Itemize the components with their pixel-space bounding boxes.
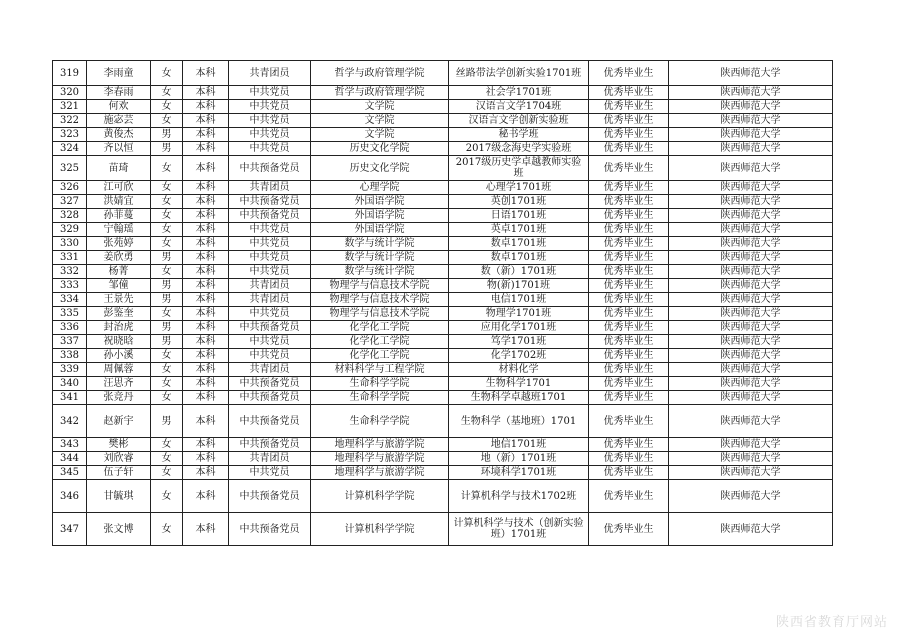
table-row — [53, 128, 833, 142]
political-status-cell: 中共预备党员 — [229, 321, 311, 335]
row-number-cell: 338 — [53, 349, 87, 363]
student-name-cell: 孙小溪 — [87, 349, 151, 363]
student-name-cell: 邹僮 — [87, 279, 151, 293]
political-status-cell: 共青团员 — [229, 452, 311, 466]
table-row — [53, 377, 833, 391]
class-name-cell: 物(新)1701班 — [449, 279, 589, 293]
table-row — [53, 223, 833, 237]
gender-cell: 女 — [151, 377, 183, 391]
class-name-cell: 2017级念海史学实验班 — [449, 142, 589, 156]
class-name-cell: 化学1702班 — [449, 349, 589, 363]
political-status-cell: 共青团员 — [229, 61, 311, 86]
honor-title-cell: 优秀毕业生 — [589, 405, 669, 438]
row-number-cell: 335 — [53, 307, 87, 321]
honor-title-cell: 优秀毕业生 — [589, 209, 669, 223]
degree-level-cell: 本科 — [183, 377, 229, 391]
political-status-cell: 中共党员 — [229, 237, 311, 251]
table-row — [53, 480, 833, 513]
class-name-cell: 电信1701班 — [449, 293, 589, 307]
student-name-cell: 赵新宇 — [87, 405, 151, 438]
university-cell: 陕西师范大学 — [669, 237, 833, 251]
university-cell: 陕西师范大学 — [669, 349, 833, 363]
row-number-cell: 340 — [53, 377, 87, 391]
class-name-cell: 应用化学1701班 — [449, 321, 589, 335]
row-number-cell: 343 — [53, 438, 87, 452]
class-name-cell: 材料化学 — [449, 363, 589, 377]
degree-level-cell: 本科 — [183, 321, 229, 335]
honor-title-cell: 优秀毕业生 — [589, 237, 669, 251]
university-cell: 陕西师范大学 — [669, 513, 833, 546]
college-cell: 计算机科学学院 — [311, 513, 449, 546]
row-number-cell: 346 — [53, 480, 87, 513]
honor-title-cell: 优秀毕业生 — [589, 61, 669, 86]
class-name-cell: 物理学1701班 — [449, 307, 589, 321]
class-name-cell: 日语1701班 — [449, 209, 589, 223]
degree-level-cell: 本科 — [183, 513, 229, 546]
university-cell: 陕西师范大学 — [669, 251, 833, 265]
class-name-cell: 心理学1701班 — [449, 181, 589, 195]
table-row — [53, 363, 833, 377]
honor-title-cell: 优秀毕业生 — [589, 279, 669, 293]
table-row — [53, 209, 833, 223]
student-name-cell: 张竞丹 — [87, 391, 151, 405]
political-status-cell: 中共预备党员 — [229, 195, 311, 209]
degree-level-cell: 本科 — [183, 114, 229, 128]
gender-cell: 女 — [151, 513, 183, 546]
college-cell: 文学院 — [311, 128, 449, 142]
honor-title-cell: 优秀毕业生 — [589, 100, 669, 114]
table-row — [53, 100, 833, 114]
table-row — [53, 438, 833, 452]
university-cell: 陕西师范大学 — [669, 114, 833, 128]
student-name-cell: 汪思齐 — [87, 377, 151, 391]
university-cell: 陕西师范大学 — [669, 195, 833, 209]
political-status-cell: 中共党员 — [229, 265, 311, 279]
political-status-cell: 中共党员 — [229, 142, 311, 156]
political-status-cell: 中共预备党员 — [229, 209, 311, 223]
college-cell: 生命科学学院 — [311, 391, 449, 405]
degree-level-cell: 本科 — [183, 156, 229, 181]
university-cell: 陕西师范大学 — [669, 335, 833, 349]
gender-cell: 女 — [151, 466, 183, 480]
row-number-cell: 322 — [53, 114, 87, 128]
gender-cell: 女 — [151, 265, 183, 279]
row-number-cell: 333 — [53, 279, 87, 293]
honor-title-cell: 优秀毕业生 — [589, 156, 669, 181]
student-name-cell: 宁翰瑶 — [87, 223, 151, 237]
honor-title-cell: 优秀毕业生 — [589, 142, 669, 156]
degree-level-cell: 本科 — [183, 293, 229, 307]
political-status-cell: 中共预备党员 — [229, 513, 311, 546]
row-number-cell: 344 — [53, 452, 87, 466]
row-number-cell: 327 — [53, 195, 87, 209]
college-cell: 历史文化学院 — [311, 142, 449, 156]
gender-cell: 男 — [151, 279, 183, 293]
college-cell: 外国语学院 — [311, 223, 449, 237]
college-cell: 文学院 — [311, 114, 449, 128]
class-name-cell: 环境科学1701班 — [449, 466, 589, 480]
honor-title-cell: 优秀毕业生 — [589, 480, 669, 513]
table-row — [53, 452, 833, 466]
student-name-cell: 苗琦 — [87, 156, 151, 181]
row-number-cell: 331 — [53, 251, 87, 265]
university-cell: 陕西师范大学 — [669, 86, 833, 100]
row-number-cell: 339 — [53, 363, 87, 377]
university-cell: 陕西师范大学 — [669, 405, 833, 438]
table-row — [53, 156, 833, 181]
gender-cell: 女 — [151, 307, 183, 321]
table-row — [53, 307, 833, 321]
gender-cell: 男 — [151, 293, 183, 307]
student-name-cell: 杨菁 — [87, 265, 151, 279]
political-status-cell: 中共党员 — [229, 251, 311, 265]
college-cell: 数学与统计学院 — [311, 265, 449, 279]
political-status-cell: 中共党员 — [229, 128, 311, 142]
political-status-cell: 中共党员 — [229, 100, 311, 114]
degree-level-cell: 本科 — [183, 349, 229, 363]
student-name-cell: 洪婧宜 — [87, 195, 151, 209]
college-cell: 物理学与信息技术学院 — [311, 279, 449, 293]
degree-level-cell: 本科 — [183, 405, 229, 438]
gender-cell: 女 — [151, 61, 183, 86]
university-cell: 陕西师范大学 — [669, 209, 833, 223]
degree-level-cell: 本科 — [183, 209, 229, 223]
honor-table — [52, 60, 833, 546]
table-row — [53, 181, 833, 195]
row-number-cell: 345 — [53, 466, 87, 480]
political-status-cell: 共青团员 — [229, 293, 311, 307]
row-number-cell: 334 — [53, 293, 87, 307]
university-cell: 陕西师范大学 — [669, 61, 833, 86]
table-body — [53, 61, 833, 546]
honor-title-cell: 优秀毕业生 — [589, 114, 669, 128]
degree-level-cell: 本科 — [183, 438, 229, 452]
table-row — [53, 279, 833, 293]
political-status-cell: 中共预备党员 — [229, 377, 311, 391]
honor-title-cell: 优秀毕业生 — [589, 86, 669, 100]
row-number-cell: 323 — [53, 128, 87, 142]
political-status-cell: 共青团员 — [229, 363, 311, 377]
college-cell: 生命科学学院 — [311, 405, 449, 438]
college-cell: 文学院 — [311, 100, 449, 114]
row-number-cell: 330 — [53, 237, 87, 251]
college-cell: 物理学与信息技术学院 — [311, 293, 449, 307]
gender-cell: 男 — [151, 405, 183, 438]
gender-cell: 女 — [151, 480, 183, 513]
gender-cell: 女 — [151, 181, 183, 195]
university-cell: 陕西师范大学 — [669, 307, 833, 321]
gender-cell: 女 — [151, 349, 183, 363]
gender-cell: 男 — [151, 128, 183, 142]
university-cell: 陕西师范大学 — [669, 480, 833, 513]
university-cell: 陕西师范大学 — [669, 223, 833, 237]
university-cell: 陕西师范大学 — [669, 181, 833, 195]
political-status-cell: 中共预备党员 — [229, 480, 311, 513]
gender-cell: 女 — [151, 86, 183, 100]
college-cell: 心理学院 — [311, 181, 449, 195]
row-number-cell: 347 — [53, 513, 87, 546]
honor-title-cell: 优秀毕业生 — [589, 251, 669, 265]
university-cell: 陕西师范大学 — [669, 265, 833, 279]
degree-level-cell: 本科 — [183, 223, 229, 237]
gender-cell: 女 — [151, 452, 183, 466]
student-name-cell: 李雨童 — [87, 61, 151, 86]
degree-level-cell: 本科 — [183, 251, 229, 265]
political-status-cell: 中共党员 — [229, 86, 311, 100]
political-status-cell: 中共党员 — [229, 114, 311, 128]
row-number-cell: 337 — [53, 335, 87, 349]
student-name-cell: 伍子轩 — [87, 466, 151, 480]
row-number-cell: 329 — [53, 223, 87, 237]
university-cell: 陕西师范大学 — [669, 293, 833, 307]
row-number-cell: 328 — [53, 209, 87, 223]
student-name-cell: 李春雨 — [87, 86, 151, 100]
degree-level-cell: 本科 — [183, 61, 229, 86]
degree-level-cell: 本科 — [183, 181, 229, 195]
degree-level-cell: 本科 — [183, 335, 229, 349]
row-number-cell: 342 — [53, 405, 87, 438]
honor-title-cell: 优秀毕业生 — [589, 377, 669, 391]
class-name-cell: 地（新）1701班 — [449, 452, 589, 466]
class-name-cell: 数卓1701班 — [449, 237, 589, 251]
college-cell: 化学化工学院 — [311, 335, 449, 349]
class-name-cell: 汉语言文学1704班 — [449, 100, 589, 114]
gender-cell: 女 — [151, 209, 183, 223]
college-cell: 地理科学与旅游学院 — [311, 438, 449, 452]
student-name-cell: 彭鉴奎 — [87, 307, 151, 321]
class-name-cell: 英卓1701班 — [449, 223, 589, 237]
class-name-cell: 地信1701班 — [449, 438, 589, 452]
table-row — [53, 265, 833, 279]
row-number-cell: 321 — [53, 100, 87, 114]
political-status-cell: 中共党员 — [229, 307, 311, 321]
student-name-cell: 江可欣 — [87, 181, 151, 195]
university-cell: 陕西师范大学 — [669, 363, 833, 377]
college-cell: 生命科学学院 — [311, 377, 449, 391]
table-row — [53, 335, 833, 349]
college-cell: 哲学与政府管理学院 — [311, 86, 449, 100]
political-status-cell: 中共预备党员 — [229, 405, 311, 438]
honor-title-cell: 优秀毕业生 — [589, 181, 669, 195]
table-row — [53, 114, 833, 128]
class-name-cell: 2017级历史学卓越教师实验班 — [449, 156, 589, 181]
gender-cell: 女 — [151, 195, 183, 209]
university-cell: 陕西师范大学 — [669, 391, 833, 405]
college-cell: 地理科学与旅游学院 — [311, 452, 449, 466]
gender-cell: 女 — [151, 100, 183, 114]
class-name-cell: 生物科学卓越班1701 — [449, 391, 589, 405]
table-row — [53, 237, 833, 251]
university-cell: 陕西师范大学 — [669, 279, 833, 293]
class-name-cell: 英创1701班 — [449, 195, 589, 209]
university-cell: 陕西师范大学 — [669, 438, 833, 452]
gender-cell: 男 — [151, 251, 183, 265]
student-name-cell: 祝晓晗 — [87, 335, 151, 349]
row-number-cell: 320 — [53, 86, 87, 100]
student-name-cell: 樊彬 — [87, 438, 151, 452]
student-name-cell: 甘毓琪 — [87, 480, 151, 513]
political-status-cell: 中共党员 — [229, 335, 311, 349]
university-cell: 陕西师范大学 — [669, 100, 833, 114]
student-name-cell: 姜欣勇 — [87, 251, 151, 265]
university-cell: 陕西师范大学 — [669, 128, 833, 142]
class-name-cell: 丝路带法学创新实验1701班 — [449, 61, 589, 86]
class-name-cell: 秘书学班 — [449, 128, 589, 142]
college-cell: 化学化工学院 — [311, 321, 449, 335]
gender-cell: 女 — [151, 438, 183, 452]
honor-title-cell: 优秀毕业生 — [589, 321, 669, 335]
class-name-cell: 笃学1701班 — [449, 335, 589, 349]
political-status-cell: 中共党员 — [229, 466, 311, 480]
row-number-cell: 319 — [53, 61, 87, 86]
gender-cell: 男 — [151, 321, 183, 335]
degree-level-cell: 本科 — [183, 237, 229, 251]
table-row — [53, 391, 833, 405]
honor-title-cell: 优秀毕业生 — [589, 452, 669, 466]
row-number-cell: 325 — [53, 156, 87, 181]
table-row — [53, 466, 833, 480]
college-cell: 地理科学与旅游学院 — [311, 466, 449, 480]
degree-level-cell: 本科 — [183, 466, 229, 480]
gender-cell: 女 — [151, 237, 183, 251]
honor-title-cell: 优秀毕业生 — [589, 466, 669, 480]
degree-level-cell: 本科 — [183, 307, 229, 321]
table-row — [53, 251, 833, 265]
honor-title-cell: 优秀毕业生 — [589, 335, 669, 349]
honor-title-cell: 优秀毕业生 — [589, 349, 669, 363]
gender-cell: 女 — [151, 363, 183, 377]
honor-title-cell: 优秀毕业生 — [589, 363, 669, 377]
table-row — [53, 195, 833, 209]
honor-title-cell: 优秀毕业生 — [589, 128, 669, 142]
student-name-cell: 王景先 — [87, 293, 151, 307]
university-cell: 陕西师范大学 — [669, 466, 833, 480]
degree-level-cell: 本科 — [183, 391, 229, 405]
political-status-cell: 中共预备党员 — [229, 156, 311, 181]
class-name-cell: 社会学1701班 — [449, 86, 589, 100]
class-name-cell: 生物科学1701 — [449, 377, 589, 391]
gender-cell: 男 — [151, 142, 183, 156]
honor-title-cell: 优秀毕业生 — [589, 195, 669, 209]
table-row — [53, 405, 833, 438]
table-row — [53, 61, 833, 86]
degree-level-cell: 本科 — [183, 86, 229, 100]
political-status-cell: 中共党员 — [229, 223, 311, 237]
college-cell: 外国语学院 — [311, 209, 449, 223]
gender-cell: 女 — [151, 223, 183, 237]
degree-level-cell: 本科 — [183, 480, 229, 513]
political-status-cell: 中共预备党员 — [229, 438, 311, 452]
table-row — [53, 349, 833, 363]
honor-title-cell: 优秀毕业生 — [589, 307, 669, 321]
class-name-cell: 计算机科学与技术（创新实验班）1701班 — [449, 513, 589, 546]
row-number-cell: 336 — [53, 321, 87, 335]
document-page — [52, 60, 833, 546]
gender-cell: 女 — [151, 391, 183, 405]
university-cell: 陕西师范大学 — [669, 452, 833, 466]
student-name-cell: 周佩蓉 — [87, 363, 151, 377]
honor-title-cell: 优秀毕业生 — [589, 391, 669, 405]
student-name-cell: 张苑婷 — [87, 237, 151, 251]
gender-cell: 男 — [151, 335, 183, 349]
college-cell: 数学与统计学院 — [311, 237, 449, 251]
college-cell: 哲学与政府管理学院 — [311, 61, 449, 86]
student-name-cell: 孙菲蔓 — [87, 209, 151, 223]
gender-cell: 女 — [151, 156, 183, 181]
table-row — [53, 293, 833, 307]
degree-level-cell: 本科 — [183, 452, 229, 466]
class-name-cell: 数（新）1701班 — [449, 265, 589, 279]
row-number-cell: 332 — [53, 265, 87, 279]
degree-level-cell: 本科 — [183, 363, 229, 377]
honor-title-cell: 优秀毕业生 — [589, 293, 669, 307]
student-name-cell: 封治虎 — [87, 321, 151, 335]
student-name-cell: 齐以恒 — [87, 142, 151, 156]
college-cell: 物理学与信息技术学院 — [311, 307, 449, 321]
degree-level-cell: 本科 — [183, 195, 229, 209]
college-cell: 历史文化学院 — [311, 156, 449, 181]
degree-level-cell: 本科 — [183, 142, 229, 156]
student-name-cell: 施宓芸 — [87, 114, 151, 128]
university-cell: 陕西师范大学 — [669, 377, 833, 391]
political-status-cell: 中共预备党员 — [229, 391, 311, 405]
student-name-cell: 黄俊杰 — [87, 128, 151, 142]
political-status-cell: 共青团员 — [229, 279, 311, 293]
site-watermark: 陕西省教育厅网站 — [775, 615, 888, 630]
honor-title-cell: 优秀毕业生 — [589, 438, 669, 452]
honor-title-cell: 优秀毕业生 — [589, 223, 669, 237]
honor-title-cell: 优秀毕业生 — [589, 265, 669, 279]
college-cell: 化学化工学院 — [311, 349, 449, 363]
student-name-cell: 张文博 — [87, 513, 151, 546]
college-cell: 数学与统计学院 — [311, 251, 449, 265]
table-row — [53, 86, 833, 100]
gender-cell: 女 — [151, 114, 183, 128]
university-cell: 陕西师范大学 — [669, 321, 833, 335]
class-name-cell: 数卓1701班 — [449, 251, 589, 265]
university-cell: 陕西师范大学 — [669, 142, 833, 156]
degree-level-cell: 本科 — [183, 279, 229, 293]
row-number-cell: 324 — [53, 142, 87, 156]
college-cell: 材料科学与工程学院 — [311, 363, 449, 377]
student-name-cell: 何欢 — [87, 100, 151, 114]
college-cell: 计算机科学学院 — [311, 480, 449, 513]
university-cell: 陕西师范大学 — [669, 156, 833, 181]
college-cell: 外国语学院 — [311, 195, 449, 209]
row-number-cell: 341 — [53, 391, 87, 405]
class-name-cell: 计算机科学与技术1702班 — [449, 480, 589, 513]
class-name-cell: 汉语言文学创新实验班 — [449, 114, 589, 128]
class-name-cell: 生物科学（基地班）1701 — [449, 405, 589, 438]
table-row — [53, 513, 833, 546]
political-status-cell: 共青团员 — [229, 181, 311, 195]
row-number-cell: 326 — [53, 181, 87, 195]
degree-level-cell: 本科 — [183, 128, 229, 142]
table-row — [53, 321, 833, 335]
honor-title-cell: 优秀毕业生 — [589, 513, 669, 546]
student-name-cell: 刘欣睿 — [87, 452, 151, 466]
political-status-cell: 中共党员 — [229, 349, 311, 363]
degree-level-cell: 本科 — [183, 265, 229, 279]
table-row — [53, 142, 833, 156]
degree-level-cell: 本科 — [183, 100, 229, 114]
